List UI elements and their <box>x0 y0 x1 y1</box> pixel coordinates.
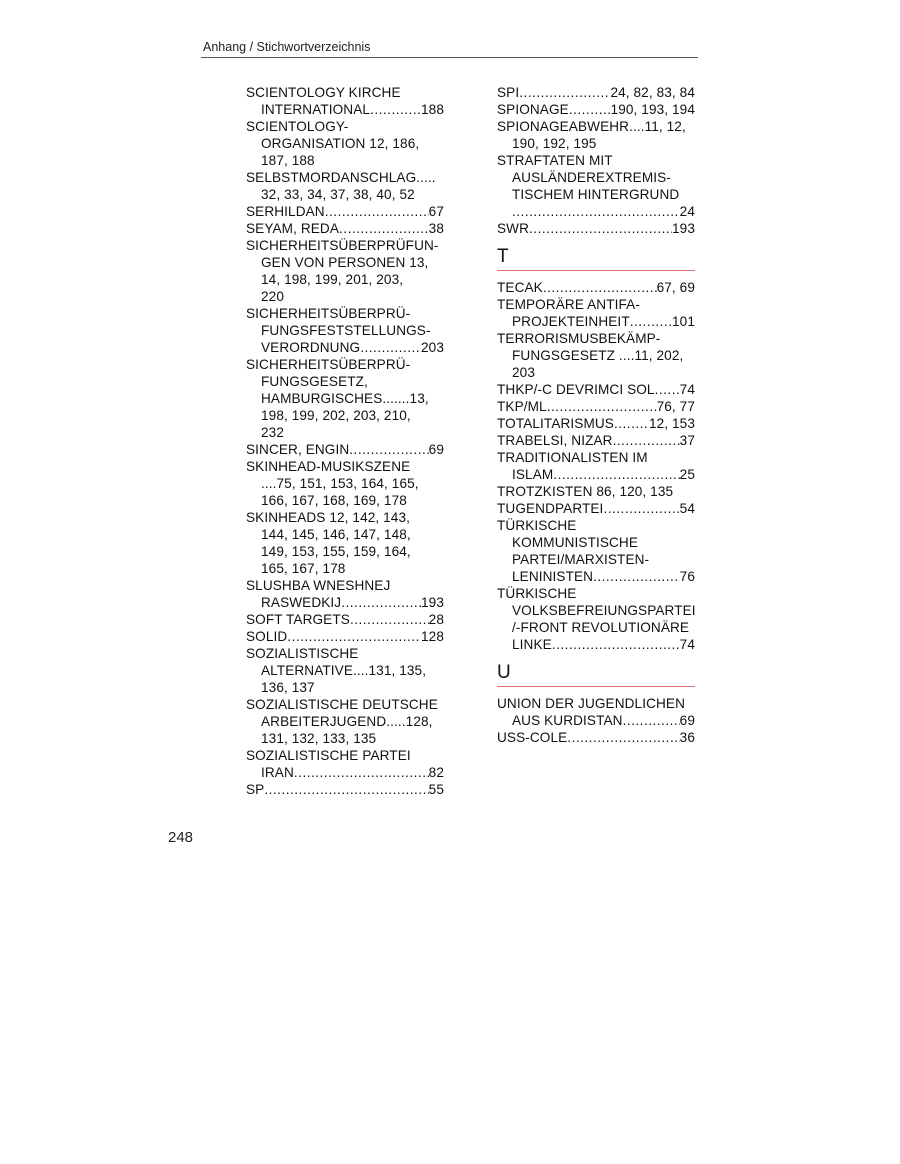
page-reference: 128 <box>421 629 444 644</box>
entry-term: ISLAM <box>512 467 554 482</box>
index-entry <box>246 84 444 118</box>
index-entry-line: 136, 137 <box>261 680 315 695</box>
index-group-u <box>497 695 695 746</box>
index-entry <box>497 398 695 415</box>
entry-term: LENINISTEN <box>512 569 594 584</box>
entry-term: VERORDNUNG <box>261 340 361 355</box>
page-reference: 76, 77 <box>656 399 695 414</box>
entry-term: INTERNATIONAL <box>261 102 371 117</box>
page-reference: 55 <box>428 782 444 797</box>
page-reference: 24 <box>679 204 695 219</box>
index-entry-line <box>497 84 695 101</box>
dot-leader <box>512 203 680 220</box>
index-entry <box>246 509 444 577</box>
page-reference: 12, 153 <box>648 416 695 431</box>
entry-term: LINKE <box>512 637 552 652</box>
index-entry-line: STRAFTATEN MIT <box>497 153 613 168</box>
page-reference: 203 <box>421 340 444 355</box>
index-entry <box>246 237 444 305</box>
dot-leader <box>349 441 428 458</box>
index-entry <box>497 449 695 483</box>
index-entry <box>246 458 444 509</box>
index-entry-line: TÜRKISCHE <box>497 518 577 533</box>
index-entry-line: SCIENTOLOGY- <box>246 119 349 134</box>
dot-leader <box>529 220 672 237</box>
index-group-t <box>497 279 695 653</box>
index-entry-line <box>497 313 695 330</box>
index-entry-line: 232 <box>261 425 284 440</box>
index-entry-line: SLUSHBA WNESHNEJ <box>246 578 391 593</box>
dot-leader <box>603 500 679 517</box>
index-entry-line <box>246 628 444 645</box>
entry-term: TOTALITARISMUS <box>497 416 614 431</box>
index-entry-line <box>246 781 444 798</box>
index-entry <box>497 279 695 296</box>
index-entry <box>246 577 444 611</box>
index-entry-line: SCIENTOLOGY KIRCHE <box>246 85 401 100</box>
page-reference: 74 <box>679 637 695 652</box>
index-entry <box>497 296 695 330</box>
index-entry-line: AUSLÄNDEREXTREMIS- <box>512 170 671 185</box>
index-entry-line: SKINHEADS 12, 142, 143, <box>246 510 411 525</box>
index-entry <box>246 696 444 747</box>
index-entry-line <box>497 101 695 118</box>
index-entry-line: ....75, 151, 153, 164, 165, <box>261 476 419 491</box>
index-entry <box>497 585 695 653</box>
entry-term: TKP/ML <box>497 399 547 414</box>
index-entry-line: SOZIALISTISCHE <box>246 646 359 661</box>
dot-leader <box>552 636 680 653</box>
index-entry-line: KOMMUNISTISCHE <box>512 535 639 550</box>
page-reference: 54 <box>679 501 695 516</box>
index-entry-line <box>246 764 444 781</box>
dot-leader <box>613 432 680 449</box>
index-entry-line: UNION DER JUGENDLICHEN <box>497 696 685 711</box>
index-entry-line <box>497 432 695 449</box>
index-entry <box>497 84 695 101</box>
page-reference: 193 <box>672 221 695 236</box>
running-head: Anhang / Stichwortverzeichnis <box>203 40 371 54</box>
entry-term: RASWEDKIJ <box>261 595 342 610</box>
index-entry-line: ORGANISATION 12, 186, <box>261 136 420 151</box>
index-entry <box>246 118 444 169</box>
entry-term: TUGENDPARTEI <box>497 501 604 516</box>
dot-leader <box>543 279 657 296</box>
entry-term: SINCER, ENGIN <box>246 442 350 457</box>
index-entry <box>497 220 695 237</box>
dot-leader <box>655 381 680 398</box>
letter-heading-t: T <box>497 246 695 271</box>
dot-leader <box>630 313 672 330</box>
dot-leader <box>287 628 421 645</box>
page-reference: 38 <box>428 221 444 236</box>
index-entry <box>246 747 444 781</box>
entry-term: IRAN <box>261 765 294 780</box>
index-entry-line <box>246 220 444 237</box>
index-entry-line <box>246 611 444 628</box>
index-entry-line <box>246 203 444 220</box>
index-entry-line: 198, 199, 202, 203, 210, <box>261 408 411 423</box>
page-reference: 67, 69 <box>656 280 695 295</box>
index-entry <box>497 729 695 746</box>
index-entry-line <box>497 220 695 237</box>
index-entry-line: SELBSTMORDANSCHLAG..... <box>246 170 436 185</box>
index-entry-line <box>497 203 695 220</box>
index-entry-line <box>497 636 695 653</box>
index-entry-line <box>497 381 695 398</box>
entry-term: SP <box>246 782 265 797</box>
index-entry <box>246 169 444 203</box>
dot-leader <box>341 594 421 611</box>
page-reference: 69 <box>428 442 444 457</box>
index-entry <box>497 695 695 729</box>
index-entry-line: SICHERHEITSÜBERPRÜ- <box>246 357 411 372</box>
index-entry <box>497 101 695 118</box>
index-entry-line: HAMBURGISCHES.......13, <box>261 391 429 406</box>
index-entry-line: SOZIALISTISCHE DEUTSCHE <box>246 697 438 712</box>
entry-term: AUS KURDISTAN <box>512 713 623 728</box>
index-entry-line: 131, 132, 133, 135 <box>261 731 377 746</box>
index-entry-line: SKINHEAD-MUSIKSZENE <box>246 459 411 474</box>
dot-leader <box>623 712 680 729</box>
index-entry <box>497 500 695 517</box>
entry-term: SOFT TARGETS <box>246 612 350 627</box>
index-entry-line: TRADITIONALISTEN IM <box>497 450 648 465</box>
index-entry-line: 144, 145, 146, 147, 148, <box>261 527 411 542</box>
index-entry <box>497 381 695 398</box>
entry-term: SPI <box>497 85 520 100</box>
entry-term: SPIONAGE <box>497 102 569 117</box>
index-entry-line: 165, 167, 178 <box>261 561 346 576</box>
index-entry <box>246 441 444 458</box>
entry-term: SOLID <box>246 629 288 644</box>
entry-term: PROJEKTEINHEIT <box>512 314 630 329</box>
index-entry-line <box>497 500 695 517</box>
index-entry-line: TROTZKISTEN 86, 120, 135 <box>497 484 674 499</box>
dot-leader <box>547 398 657 415</box>
index-entry <box>497 483 695 500</box>
index-entry <box>246 781 444 798</box>
index-column-left <box>246 84 444 798</box>
page-reference: 76 <box>679 569 695 584</box>
index-entry-line: ALTERNATIVE....131, 135, <box>261 663 427 678</box>
entry-term: SERHILDAN <box>246 204 325 219</box>
index-entry-line: 166, 167, 168, 169, 178 <box>261 493 407 508</box>
index-entry-line: SPIONAGEABWEHR....11, 12, <box>497 119 686 134</box>
index-group-s <box>497 84 695 237</box>
dot-leader <box>567 729 679 746</box>
entry-term: USS-COLE <box>497 730 568 745</box>
index-entry-line: SOZIALISTISCHE PARTEI <box>246 748 411 763</box>
index-entry <box>246 356 444 441</box>
index-entry <box>497 432 695 449</box>
page-number: 248 <box>168 829 194 846</box>
index-entry <box>246 645 444 696</box>
index-entry-line: FUNGSGESETZ, <box>261 374 368 389</box>
index-entry-line: TERRORISMUSBEKÄMP- <box>497 331 661 346</box>
index-entry-line <box>246 101 444 118</box>
index-entry <box>246 203 444 220</box>
page-reference: 193 <box>421 595 444 610</box>
index-entry-line <box>497 398 695 415</box>
index-entry-line: 220 <box>261 289 284 304</box>
dot-leader <box>519 84 610 101</box>
entry-term: THKP/-C DEVRIMCI SOL <box>497 382 655 397</box>
index-entry-line <box>497 466 695 483</box>
index-entry-line: FUNGSGESETZ ....11, 202, <box>512 348 684 363</box>
page-reference: 37 <box>679 433 695 448</box>
index-entry-line: 187, 188 <box>261 153 315 168</box>
index-entry-line: GEN VON PERSONEN 13, <box>261 255 429 270</box>
index-entry-line: TÜRKISCHE <box>497 586 577 601</box>
index-entry-line: /-FRONT REVOLUTIONÄRE <box>512 620 690 635</box>
index-entry-line: 32, 33, 34, 37, 38, 40, 52 <box>261 187 415 202</box>
dot-leader <box>614 415 649 432</box>
index-entry-line <box>497 279 695 296</box>
page-reference: 82 <box>428 765 444 780</box>
index-entry-line: 149, 153, 155, 159, 164, <box>261 544 411 559</box>
page-reference: 25 <box>679 467 695 482</box>
index-entry-line: TEMPORÄRE ANTIFA- <box>497 297 640 312</box>
index-entry-line: ARBEITERJUGEND.....128, <box>261 714 433 729</box>
index-entry-line <box>246 441 444 458</box>
index-entry <box>246 628 444 645</box>
page-reference: 101 <box>672 314 695 329</box>
index-entry-line: FUNGSFESTSTELLUNGS- <box>261 323 431 338</box>
index-entry-line: 14, 198, 199, 201, 203, <box>261 272 404 287</box>
index-entry-line: SICHERHEITSÜBERPRÜ- <box>246 306 411 321</box>
page-reference: 190, 193, 194 <box>610 102 695 117</box>
index-entry <box>497 517 695 585</box>
index-entry-line: TISCHEM HINTERGRUND <box>512 187 680 202</box>
index-entry-line <box>497 415 695 432</box>
header-rule <box>201 57 698 58</box>
index-entry-line: VOLKSBEFREIUNGSPARTEI <box>512 603 696 618</box>
letter-heading-u: U <box>497 662 695 687</box>
dot-leader <box>264 781 428 798</box>
index-entry-line <box>497 712 695 729</box>
dot-leader <box>593 568 680 585</box>
index-entry <box>246 220 444 237</box>
dot-leader <box>325 203 429 220</box>
dot-leader <box>360 339 421 356</box>
dot-leader <box>569 101 611 118</box>
index-entry-line: SICHERHEITSÜBERPRÜFUN- <box>246 238 439 253</box>
page-reference: 69 <box>679 713 695 728</box>
dot-leader <box>553 466 679 483</box>
index-entry-line <box>497 568 695 585</box>
index-entry <box>246 611 444 628</box>
page-reference: 67 <box>428 204 444 219</box>
dot-leader <box>370 101 421 118</box>
index-column-right <box>497 84 695 746</box>
index-entry <box>246 305 444 356</box>
index-entry <box>497 152 695 220</box>
dot-leader <box>339 220 429 237</box>
index-entry-line: 190, 192, 195 <box>512 136 597 151</box>
page-reference: 36 <box>679 730 695 745</box>
index-entry-line: 203 <box>512 365 535 380</box>
dot-leader <box>294 764 429 781</box>
index-entry <box>497 118 695 152</box>
entry-term: TECAK <box>497 280 543 295</box>
page-reference: 24, 82, 83, 84 <box>610 85 695 100</box>
entry-term: SWR <box>497 221 530 236</box>
index-entry-line <box>497 729 695 746</box>
page-reference: 188 <box>421 102 444 117</box>
page-reference: 28 <box>428 612 444 627</box>
entry-term: TRABELSI, NIZAR <box>497 433 613 448</box>
dot-leader <box>350 611 429 628</box>
entry-term: SEYAM, REDA <box>246 221 340 236</box>
index-entry <box>497 330 695 381</box>
index-entry-line: PARTEI/MARXISTEN- <box>512 552 650 567</box>
index-entry <box>497 415 695 432</box>
page-reference: 74 <box>679 382 695 397</box>
index-entry-line <box>246 339 444 356</box>
index-entry-line <box>246 594 444 611</box>
